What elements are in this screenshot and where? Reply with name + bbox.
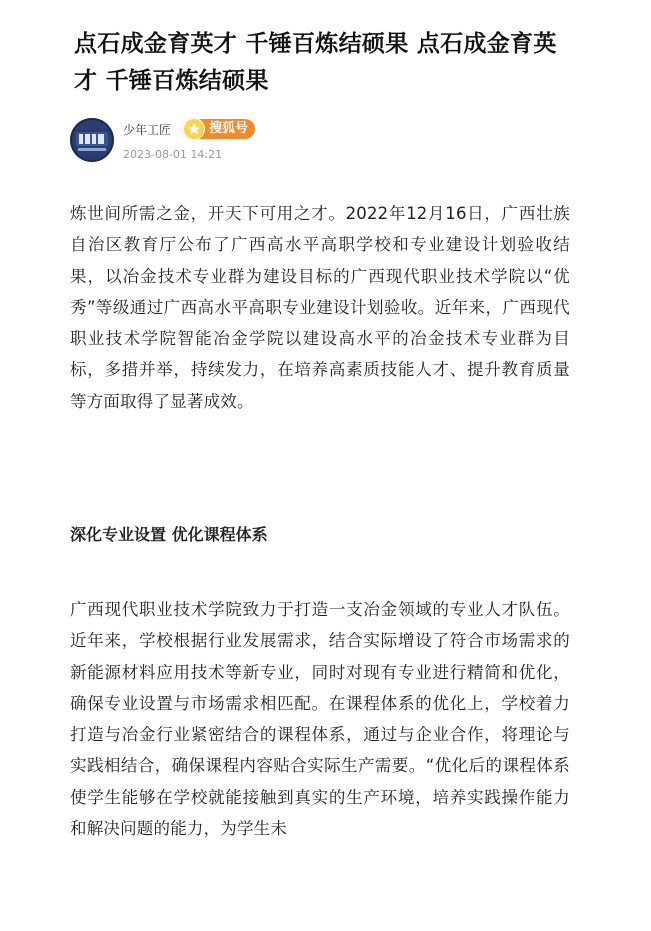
platform-badge-label: 搜狐号 [209, 121, 249, 136]
paragraph-intro: 炼世间所需之金，开天下可用之才。2022年12月16日，广西壮族自治区教育厅公布了广西高水平高职学校和专业建设计划验收结果，以冶金技术专业群为建设目标的广西现代职业技术学院以“优秀”等级通过广西高水平高职专业建设计划验收。近年来，广西现代职业技术学院智能冶金学院以建设高水平的冶金技术专业群为目标，多措并举，持续发力，在培养高素质技能人才、提升教育质量等方面取得了显著成效。 [70, 204, 570, 411]
publish-time: 2023-08-01 14:21 [123, 148, 223, 161]
author-name[interactable]: 少年工匠 [123, 123, 172, 137]
article-title: 点石成金育英才 千锤百炼结硕果 点石成金育英才 千锤百炼结硕果 [74, 31, 557, 94]
section-heading: 深化专业设置 优化课程体系 [70, 525, 268, 544]
star-badge-icon [183, 118, 205, 140]
paragraph-body: 广西现代职业技术学院致力于打造一支冶金领域的专业人才队伍。近年来，学校根据行业发展需求，结合实际增设了符合市场需求的新能源材料应用技术等新专业，同时对现有专业进行精简和优化，确保专业设置与市场需求相匹配。在课程体系的优化上，学校着力打造与冶金行业紧密结合的课程体系，通过与企业合作，将理论与实践相结合，确保课程内容贴合实际生产需要。“优化后的课程体系使学生能够在学校就能接触到真实的生产环境，培养实践操作能力和解决问题的能力，为学生未 [70, 600, 570, 839]
platform-badge[interactable] [183, 119, 255, 139]
author-info [70, 118, 490, 166]
emblem-avatar-icon[interactable] [70, 118, 114, 162]
